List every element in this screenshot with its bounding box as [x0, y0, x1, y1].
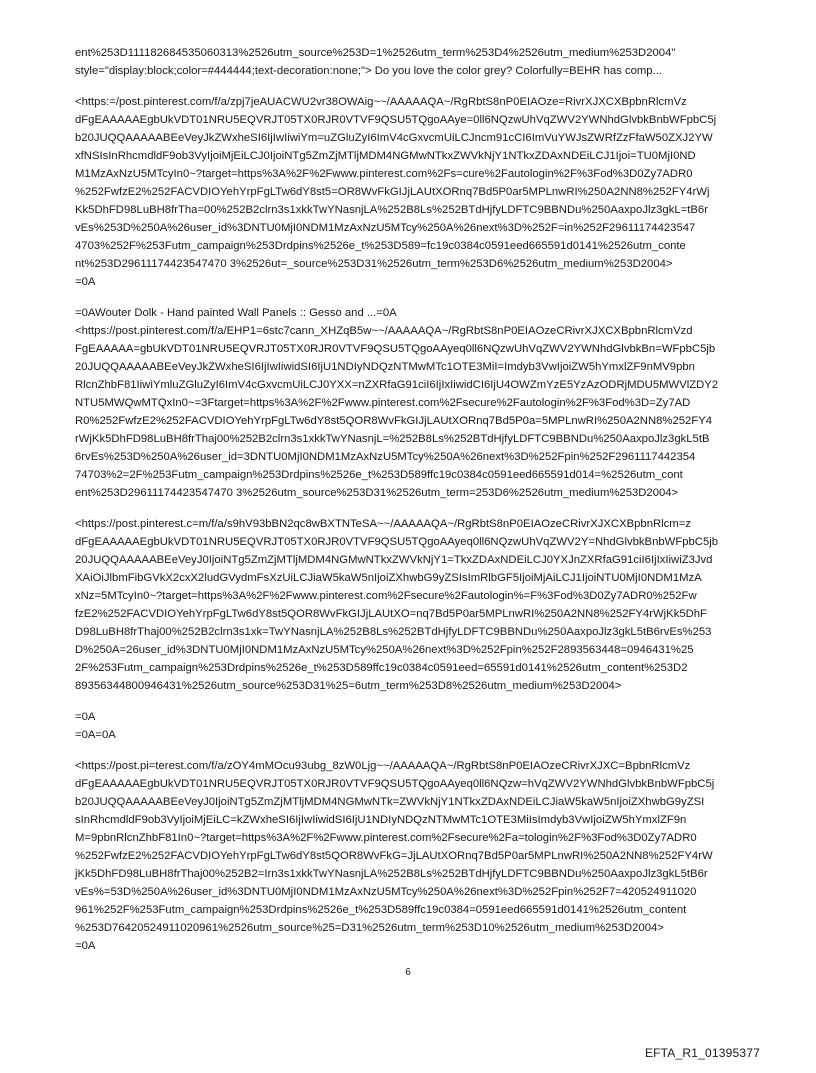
text-line: R0%252FwfzE2%252FACVDIOYehYrpFgLTw6dY8st5QOR8WvFkGIJjLAUtXORnq7Bd5P0a=5MPLnwRI%250A2NN8%252FY4 — [75, 415, 713, 427]
text-line: 20JUQQAAAAABEeVeyJkZWxheSI6IjIwIiwidSI6IjU1NDIyNDQzNTMwMTc1OTE3MiI=Imdyb3VwIjoiZW5hYmxlZF9nMV9pbn — [75, 361, 695, 373]
text-line: 961%252F%253Futm_campaign%253Drdpins%2526e_t%253D589ffc19c0384=0591eed665591d0141%2526utm_content — [75, 904, 687, 916]
text-line: <https:=/post.pinterest.com/f/a/zpj7jeAUACWU2vr38OWAig~~/AAAAAQA~/RgRbtS8nP0EIAOze=RivrXJXCXBpbnRlcmVz — [75, 96, 687, 108]
page-number: 6 — [405, 967, 411, 978]
text-line: %253D76420524911020961%2526utm_source%25=D31%2526utm_term%253D10%2526utm_medium%253D2004> — [75, 922, 664, 934]
document-body — [75, 44, 755, 968]
text-line: ent%253D111182684535060313%2526utm_source%253D=1%2526utm_term%253D4%2526utm_medium%253D2004" — [75, 47, 676, 59]
text-line: =0A — [75, 940, 96, 952]
text-line: sInRhcmdldF9ob3VyIjoiMjEiLC=kZWxheSI6IjIwIiwidSI6IjU1NDIyNDQzNTMwMTc1OTE3MiIsImdyb3VwIjoiZW5hYmxlZF9n — [75, 814, 687, 826]
text-line: =0A=0A — [75, 729, 116, 741]
text-line: M1MzAxNzU5MTcyIn0~?target=https%3A%2F%2Fwww.pinterest.com%2Fs=cure%2Fautologin%2F%3Fod%3D0Zy7ADR0 — [75, 168, 693, 180]
text-paragraph — [75, 304, 755, 502]
text-paragraph — [75, 44, 755, 80]
text-line: D%250A=26user_id%3DNTU0MjI0NDM1MzAxNzU5MTcy%250A%26next%3D%252Fpin%252F2893563448=0946431%25 — [75, 644, 694, 656]
text-line: ent%253D29611174423547470 3%2526utm_source%253D31%2526utm_term=253D6%2526utm_medium%253D2004> — [75, 487, 679, 499]
text-line: %252FwfzE2%252FACVDIOYehYrpFgLTw6dY8st5=OR8WvFkGIJjLAUtXORnq7Bd5P0ar5MPLnwRI%250A2NN8%252FY4rWj — [75, 186, 710, 198]
text-paragraph — [75, 93, 755, 291]
text-line: Kk5DhFD98LuBH8frTha=00%252B2clrn3s1xkkTwYNasnjLA%252B8Ls%252BTdHjfyLDFTC9BBNDu%250AaxpoJlz3gkL=tB6r — [75, 204, 708, 216]
text-line: dFgEAAAAAEgbUkVDT01NRU5EQVRJT05TX0RJR0VTVF9QSU5TQgoAAyeq0ll6NQzwUhVqZWV2Y=NhdGlvbkBnbWFpbC5jb — [75, 536, 719, 548]
text-line: jKk5DhFD98LuBH8frThaj00%252B2=Irn3s1xkkTwYNasnjLA%252B8Ls%252BTdHjfyLDFTC9BBNDu%250AaxpoJlz3gkL5tB6r — [75, 868, 708, 880]
text-line: dFgEAAAAAEgbUkVDT01NRU5EQVRJT05TX0RJR0VTVF9QSU5TQgoAAye=0ll6NQzwUhVqZWV2YWNhdGlvbkBnbWFpbC5j — [75, 114, 717, 126]
text-paragraph — [75, 515, 755, 695]
text-line: 74703%2=2F%253Futm_campaign%253Drdpins%2526e_t%253D589ffc19c0384c0591eed665591d014=%2526utm_cont — [75, 469, 683, 481]
text-line: RlcnZhbF81IiwiYmluZGluZyI6ImV4cGxvcmUiLCJ0YXX=nZXRfaG91ciI6IjIxIiwidCI6IjU4OWZmYzE5YzAzODRjMDU5MWVlZDY2 — [75, 379, 719, 391]
text-line: M=9pbnRlcnZhbF81In0~?target=https%3A%2F%2Fwww.pinterest.com%2Fsecure%2Fa=tologin%2F%3Fod%3D0Zy7ADR0 — [75, 832, 697, 844]
text-line: b20JUQQAAAAABEeVeyJkZWxheSI6IjIwIiwiYm=uZGluZyI6ImV4cGxvcmUiLCJncm91cCI6ImVuYWJsZWRfZzFfaW50ZXJ2YW — [75, 132, 713, 144]
text-line: vEs%=53D%250A%26user_id%3DNTU0MjI0NDM1MzAxNzU5MTcy%250A%26next%3D%252Fpin%252F7=420524911020 — [75, 886, 697, 898]
text-line: xNz=5MTcyIn0~?target=https%3A%2F%2Fwww.pinterest.com%2Fsecure%2Fautologin%=F%3Fod%3D0Zy7ADR0%252Fw — [75, 590, 697, 602]
text-paragraph — [75, 757, 755, 955]
text-line: vEs%253D%250A%26user_id%3DNTU0MjI0NDM1MzAxNzU5MTcy%250A%26next%3D%252F=in%252F29611174423547 — [75, 222, 696, 234]
text-line: 20JUQQAAAAABEeVeyJ0IjoiNTg5ZmZjMTljMDM4NGMwNTkxZWVkNjY1=TkxZDAxNDEiLCJ0YXJnZXRfaG91ciI6IjIxIiwiZ3Jvd — [75, 554, 713, 566]
text-paragraph — [75, 708, 755, 744]
text-line: FgEAAAAA=gbUkVDT01NRU5EQVRJT05TX0RJR0VTVF9QSU5TQgoAAyeq0ll6NQzwUhVqZWV2YWNhdGlvbkBn=WFpbC5jb — [75, 343, 716, 355]
text-line: =0A — [75, 276, 96, 288]
text-line: NTU5MWQwMTQxIn0~=3Ftarget=https%3A%2F%2Fwww.pinterest.com%2Fsecure%2Fautologin%2F%3Fod%3D=Zy7AD — [75, 397, 691, 409]
text-line: style="display:block;color=#444444;text-decoration:none;"> Do you love the color grey? Colorfully=BEHR has comp... — [75, 65, 662, 77]
text-line: nt%253D29611174423547470 3%2526ut=_source%253D31%2526utm_term%253D6%2526utm_medium%253D2004> — [75, 258, 673, 270]
text-line: 6rvEs%253D%250A%26user_id=3DNTU0MjI0NDM1MzAxNzU5MTcy%250A%26next%3D%252Fpin%252F2961117442354 — [75, 451, 696, 463]
text-line: =0A — [75, 711, 96, 723]
text-line: rWjKk5DhFD98LuBH8frThaj00%252B2clrn3s1xkkTwYNasnjL=%252B8Ls%252BTdHjfyLDFTC9BBNDu%250AaxpoJlz3gkL5tB — [75, 433, 710, 445]
document-id-stamp: EFTA_R1_01395377 — [644, 1046, 760, 1060]
text-line: D98LuBH8frThaj00%252B2clrn3s1xk=TwYNasnjLA%252B8Ls%252BTdHjfyLDFTC9BBNDu%250AaxpoJlz3gkL5tB6rvEs%253 — [75, 626, 712, 638]
text-line: 2F%253Futm_campaign%253Drdpins%2526e_t%253D589ffc19c0384c0591eed=65591d0141%2526utm_content%253D2 — [75, 662, 688, 674]
text-line: xfNSIsInRhcmdldF9ob3VyIjoiMjEiLCJ0IjoiNTg5ZmZjMTljMDM4NGMwNTkxZWVkNjY1NTkxZDAxNDEiLCJ1Ijoi=TU0MjI0ND — [75, 150, 696, 162]
text-line: =0AWouter Dolk - Hand painted Wall Panels :: Gesso and ...=0A — [75, 307, 397, 319]
text-line: dFgEAAAAAEgbUkVDT01NRU5EQVRJT05TX0RJR0VTVF9QSU5TQgoAAyeq0ll6NQzw=hVqZWV2YWNhdGlvbkBnbWFpbC5j — [75, 778, 715, 790]
text-line: <https://post.pinterest.c=m/f/a/s9hV93bBN2qc8wBXTNTeSA~~/AAAAAQA~/RgRbtS8nP0EIAOzeCRivrXJXCXBpbnRlcm=z — [75, 518, 691, 530]
text-line: XAiOiJlbmFibGVkX2cxX2ludGVydmFsXzUiLCJiaW5kaW5nIjoiZXhwbG9yZSIsImRlbGF5IjoiMjAiLCJ1IjoiNTU0MjI0NDM1MzA — [75, 572, 702, 584]
text-line: 4703%252F%253Futm_campaign%253Drdpins%2526e_t%253D589=fc19c0384c0591eed665591d0141%2526utm_conte — [75, 240, 686, 252]
text-line: 89356344800946431%2526utm_source%253D31%25=6utm_term%253D8%2526utm_medium%253D2004> — [75, 680, 622, 692]
text-line: b20JUQQAAAAABEeVeyJ0IjoiNTg5ZmZjMTljMDM4NGMwNTk=ZWVkNjY1NTkxZDAxNDEiLCJiaW5kaW5nIjoiZXhwbG9yZSI — [75, 796, 705, 808]
text-line: %252FwfzE2%252FACVDIOYehYrpFgLTw6dY8st5QOR8WvFkG=JjLAUtXORnq7Bd5P0ar5MPLnwRI%250A2NN8%252FY4rW — [75, 850, 713, 862]
text-line: <https://post.pinterest.com/f/a/EHP1=6stc7cann_XHZqB5w~~/AAAAAQA~/RgRbtS8nP0EIAOzeCRivrXJXCXBpbnRlcmVzd — [75, 325, 693, 337]
text-line: fzE2%252FACVDIOYehYrpFgLTw6dY8st5QOR8WvFkGIJjLAUtXO=nq7Bd5P0ar5MPLnwRI%250A2NN8%252FY4rWjKk5DhF — [75, 608, 707, 620]
text-line: <https://post.pi=terest.com/f/a/zOY4mMOcu93ubg_8zW0Ljg~~/AAAAAQA~/RgRbtS8nP0EIAOzeCRivrXJXC=BpbnRlcmVz — [75, 760, 691, 772]
